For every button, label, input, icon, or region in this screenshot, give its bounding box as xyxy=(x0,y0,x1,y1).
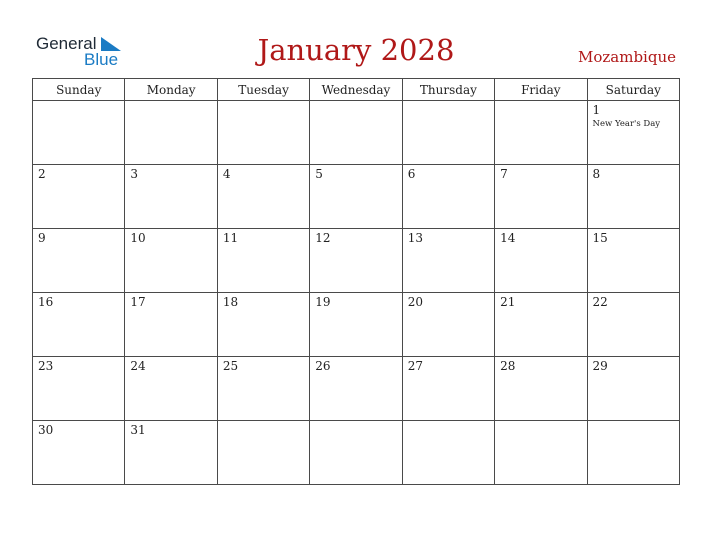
day-number xyxy=(403,101,494,103)
day-number: 31 xyxy=(130,423,146,437)
day-cell xyxy=(125,421,217,485)
day-cell xyxy=(217,165,309,229)
day-cell xyxy=(495,101,587,165)
day-number xyxy=(403,421,494,423)
day-number xyxy=(495,421,586,423)
day-number: 25 xyxy=(222,359,239,373)
day-cell xyxy=(587,293,679,357)
day-number: 5 xyxy=(315,167,323,181)
day-cell xyxy=(217,421,309,485)
day-number: 24 xyxy=(130,359,146,373)
day-number: 23 xyxy=(38,359,54,373)
day-cell xyxy=(495,229,587,293)
day-cell xyxy=(310,421,402,485)
day-number: 15 xyxy=(592,231,608,245)
day-cell xyxy=(217,293,309,357)
week-row xyxy=(33,357,680,421)
day-cell xyxy=(33,165,125,229)
day-number xyxy=(218,101,309,103)
day-number: 26 xyxy=(315,359,331,373)
day-cell xyxy=(217,357,309,421)
week-row xyxy=(33,101,680,165)
day-cell xyxy=(310,101,402,165)
day-number: 17 xyxy=(130,295,146,309)
day-number: 3 xyxy=(130,167,139,181)
day-cell xyxy=(33,101,125,165)
day-cell xyxy=(125,101,217,165)
day-cell xyxy=(125,293,217,357)
day-number: 13 xyxy=(407,231,423,245)
day-number: 29 xyxy=(592,359,608,373)
week-row xyxy=(33,229,680,293)
country-label: Mozambique xyxy=(578,48,676,66)
day-number xyxy=(495,101,586,103)
day-cell xyxy=(402,165,494,229)
day-cell xyxy=(587,229,679,293)
day-number: 14 xyxy=(500,231,516,245)
day-cell xyxy=(587,165,679,229)
day-number: 28 xyxy=(500,359,516,373)
day-number: 16 xyxy=(38,295,54,309)
day-cell xyxy=(217,101,309,165)
day-number: 7 xyxy=(500,167,508,181)
day-cell xyxy=(310,357,402,421)
day-cell xyxy=(587,421,679,485)
day-number: 18 xyxy=(222,295,239,309)
week-row xyxy=(33,421,680,485)
day-cell xyxy=(402,357,494,421)
day-number: 12 xyxy=(315,231,331,245)
day-cell xyxy=(125,229,217,293)
weekday-thursday: Thursday xyxy=(402,79,494,101)
day-cell xyxy=(587,101,679,165)
day-cell xyxy=(402,101,494,165)
day-number: 22 xyxy=(592,295,608,309)
weekday-monday: Monday xyxy=(125,79,217,101)
weekday-sunday: Sunday xyxy=(33,79,125,101)
day-number: 30 xyxy=(38,423,54,437)
day-cell xyxy=(495,293,587,357)
day-cell xyxy=(402,293,494,357)
day-number: 11 xyxy=(222,231,239,245)
page-title: January 2028 xyxy=(257,33,455,67)
day-number: 6 xyxy=(407,167,416,181)
week-row xyxy=(33,165,680,229)
day-cell xyxy=(495,421,587,485)
day-number xyxy=(33,101,124,103)
day-number: 4 xyxy=(222,167,231,181)
day-number: 21 xyxy=(500,295,516,309)
day-cell xyxy=(587,357,679,421)
week-row xyxy=(33,293,680,357)
day-number: 19 xyxy=(315,295,331,309)
day-cell xyxy=(33,293,125,357)
day-number: 1 xyxy=(592,103,601,117)
month-calendar xyxy=(32,78,680,485)
logo-word-general: General xyxy=(36,34,97,53)
day-cell xyxy=(495,357,587,421)
day-number: 20 xyxy=(407,295,423,309)
day-number xyxy=(125,101,216,103)
day-number: 10 xyxy=(130,231,146,245)
day-cell xyxy=(33,357,125,421)
day-cell xyxy=(310,229,402,293)
day-number: 27 xyxy=(407,359,423,373)
weekday-header-row xyxy=(33,79,680,101)
weekday-friday: Friday xyxy=(495,79,587,101)
day-cell xyxy=(402,421,494,485)
day-number xyxy=(310,421,401,423)
day-cell xyxy=(402,229,494,293)
weekday-wednesday: Wednesday xyxy=(310,79,402,101)
weekday-tuesday: Tuesday xyxy=(217,79,309,101)
day-cell xyxy=(310,165,402,229)
holiday-label: New Year's Day xyxy=(592,119,661,129)
day-cell xyxy=(33,421,125,485)
day-cell xyxy=(217,229,309,293)
day-cell xyxy=(125,165,217,229)
day-number: 2 xyxy=(38,167,46,181)
day-cell xyxy=(310,293,402,357)
day-number: 8 xyxy=(592,167,601,181)
day-number xyxy=(310,101,401,103)
day-cell xyxy=(33,229,125,293)
day-number xyxy=(588,421,679,423)
day-number xyxy=(218,421,309,423)
day-cell xyxy=(125,357,217,421)
day-cell xyxy=(495,165,587,229)
logo-word-blue: Blue xyxy=(84,50,119,69)
weekday-saturday: Saturday xyxy=(587,79,679,101)
day-number: 9 xyxy=(38,231,46,245)
